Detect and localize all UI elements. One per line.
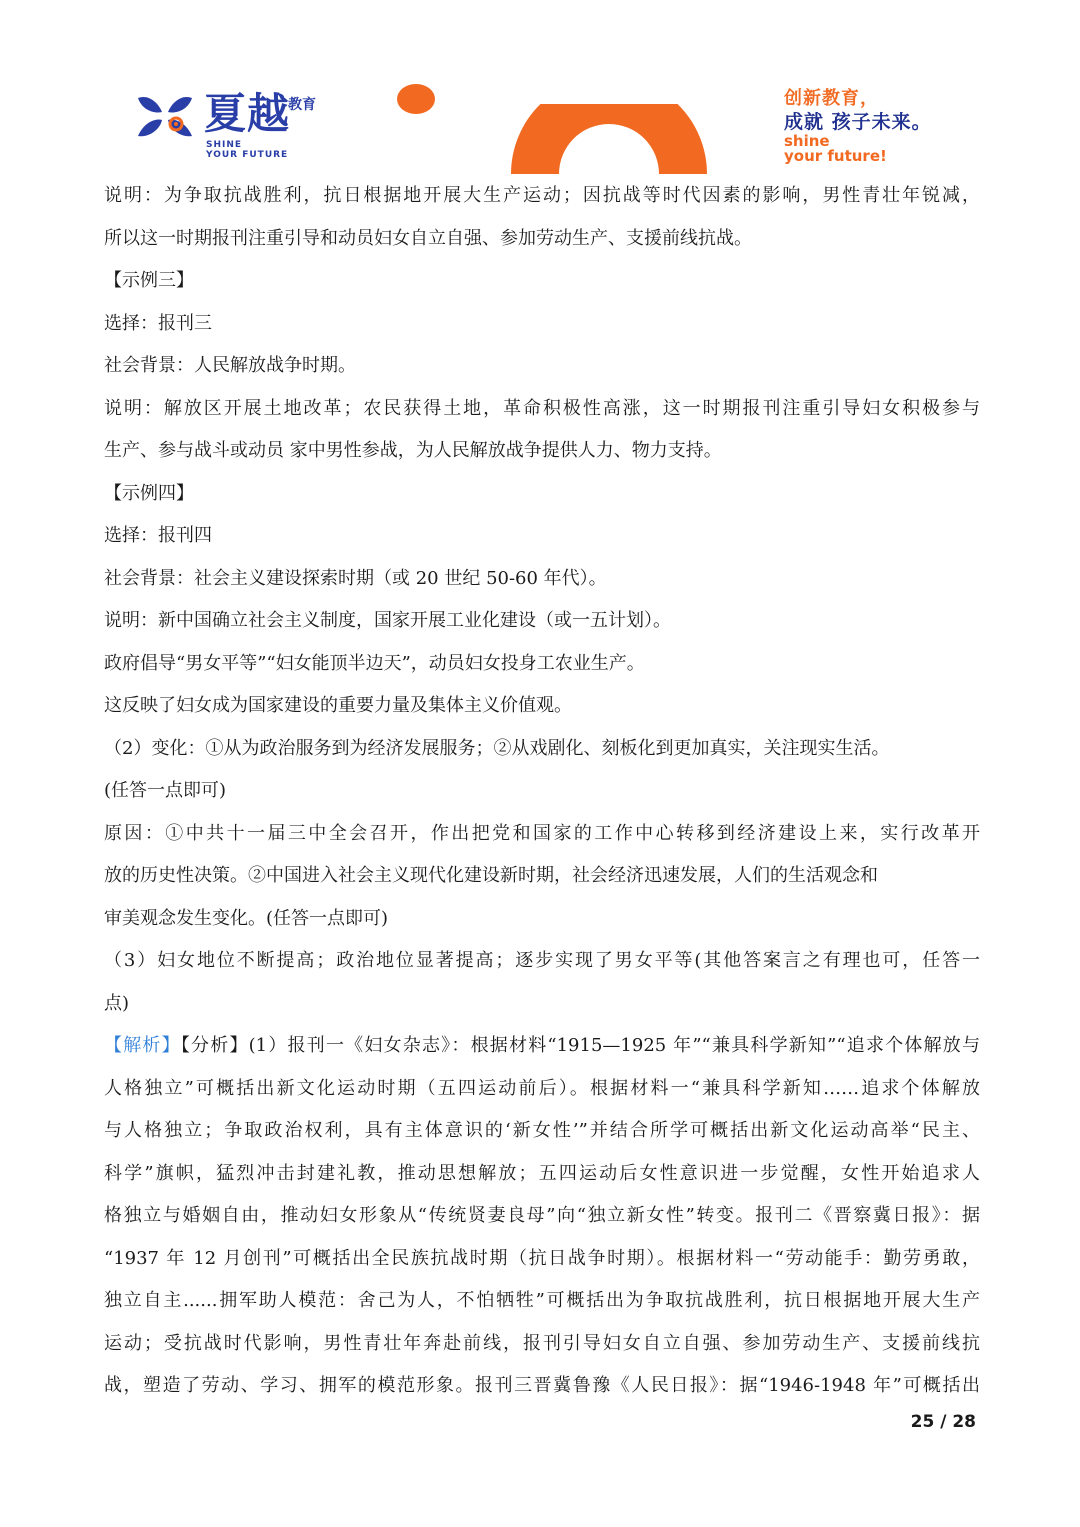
text-line: 政府倡导“男女平等”“妇女能顶半边天”，动员妇女投身工农业生产。 xyxy=(104,652,645,674)
analysis-line: 独立自主......拥军助人模范：舍己为人，不怕牺牲”可概括出为争取抗战胜利，抗日根据地开展大生产 xyxy=(104,1290,980,1311)
analysis-line: 运动；受抗战时代影响，男性青壮年奔赴前线，报刊引导妇女自立自强、参加劳动生产、支援前线抗 xyxy=(104,1332,980,1354)
analysis-line: 人格独立”可概括出新文化运动时期（五四运动前后）。根据材料一“兼具科学新知……追求个体解放 xyxy=(104,1077,980,1099)
q3-line: （3）妇女地位不断提高；政治地位显著提高；逐步实现了男女平等(其他答案言之有理也可，任答一 xyxy=(104,950,980,971)
brand-english: SHINE YOUR FUTURE xyxy=(206,140,289,160)
text-line: 这反映了妇女成为国家建设的重要力量及集体主义价值观。 xyxy=(104,695,572,716)
q2-reason-line: 放的历史性决策。②中国进入社会主义现代化建设新时期，社会经济迅速发展，人们的生活观念和 xyxy=(104,865,878,886)
text-line: 选择：报刊三 xyxy=(104,312,212,334)
analysis-line: 科学”旗帜，猛烈冲击封建礼教，推动思想解放；五四运动后女性意识进一步觉醒，女性开始追求人 xyxy=(104,1162,980,1184)
text-line: 说明：新中国确立社会主义制度，国家开展工业化建设（或一五计划）。 xyxy=(104,610,671,631)
example-heading: 【示例三】 xyxy=(104,270,194,291)
q2-note: (任答一点即可) xyxy=(104,780,227,801)
slogan: 创新教育， 成就 孩子未来。 shine your future! xyxy=(784,88,932,165)
text-line: 所以这一时期报刊注重引导和动员妇女自立自强、参加劳动生产、支援前线抗战。 xyxy=(104,227,752,249)
decorative-circle xyxy=(397,84,435,114)
q2-reason-line: 审美观念发生变化。(任答一点即可) xyxy=(104,907,389,929)
q2-change-line: （2）变化：①从为政治服务到为经济发展服务；②从戏剧化、刻板化到更加真实，关注现实生活。 xyxy=(104,737,890,759)
text-line: 说明：解放区开展土地改革；农民获得土地，革命积极性高涨，这一时期报刊注重引导妇女积极参与 xyxy=(104,397,980,419)
example-heading: 【示例四】 xyxy=(104,482,194,504)
q3-line: 点) xyxy=(104,992,130,1014)
text-line: 说明：为争取抗战胜利，抗日根据地开展大生产运动；因抗战等时代因素的影响，男性青壮年锐减， xyxy=(104,185,980,206)
text-line: 生产、参与战斗或动员 家中男性参战，为人民解放战争提供人力、物力支持。 xyxy=(104,440,722,461)
text-line: 选择：报刊四 xyxy=(104,525,212,546)
answer-content xyxy=(104,175,980,1408)
brand-name: 夏越 xyxy=(204,89,291,138)
analysis-line: 格独立与婚姻自由，推动妇女形象从“传统贤妻良母”向“独立新女性”转变。报刊二《晋察冀日报》：据 xyxy=(104,1205,980,1226)
brand-sub: 教育 xyxy=(288,97,316,113)
brand-logo xyxy=(132,90,352,160)
page-header xyxy=(0,0,1080,180)
q2-reason-line: 原因：①中共十一届三中全会召开，作出把党和国家的工作中心转移到经济建设上来，实行改革开 xyxy=(104,822,981,844)
analysis-tag: 【解析】 xyxy=(104,1035,181,1056)
text-line: 社会背景：人民解放战争时期。 xyxy=(104,355,356,376)
decorative-arc xyxy=(511,104,707,174)
text-line: 社会背景：社会主义建设探索时期（或 20 世纪 50-60 年代）。 xyxy=(104,567,607,589)
analysis-sub-tag: 【分析】 xyxy=(180,1035,249,1056)
analysis-line: 与人格独立；争取政治权利，具有主体意识的‘新女性’”并结合所学可概括出新文化运动高举“民主、 xyxy=(104,1120,980,1141)
analysis-first-line: 【解析】【分析】(1）报刊一《妇女杂志》：根据材料“1915—1925 年”“兼具科学新知”“追求个体解放与 xyxy=(104,1035,981,1056)
butterfly-logo-icon xyxy=(132,92,198,142)
page-number: 25 / 28 xyxy=(910,1412,976,1432)
analysis-line: 战，塑造了劳动、学习、拥军的模范形象。报刊三晋冀鲁豫《人民日报》：据“1946-1948 年”可概括出 xyxy=(104,1375,980,1396)
analysis-line: “1937 年 12 月创刊”可概括出全民族抗战时期（抗日战争时期）。根据材料一“劳动能手：勤劳勇敢， xyxy=(104,1247,980,1269)
